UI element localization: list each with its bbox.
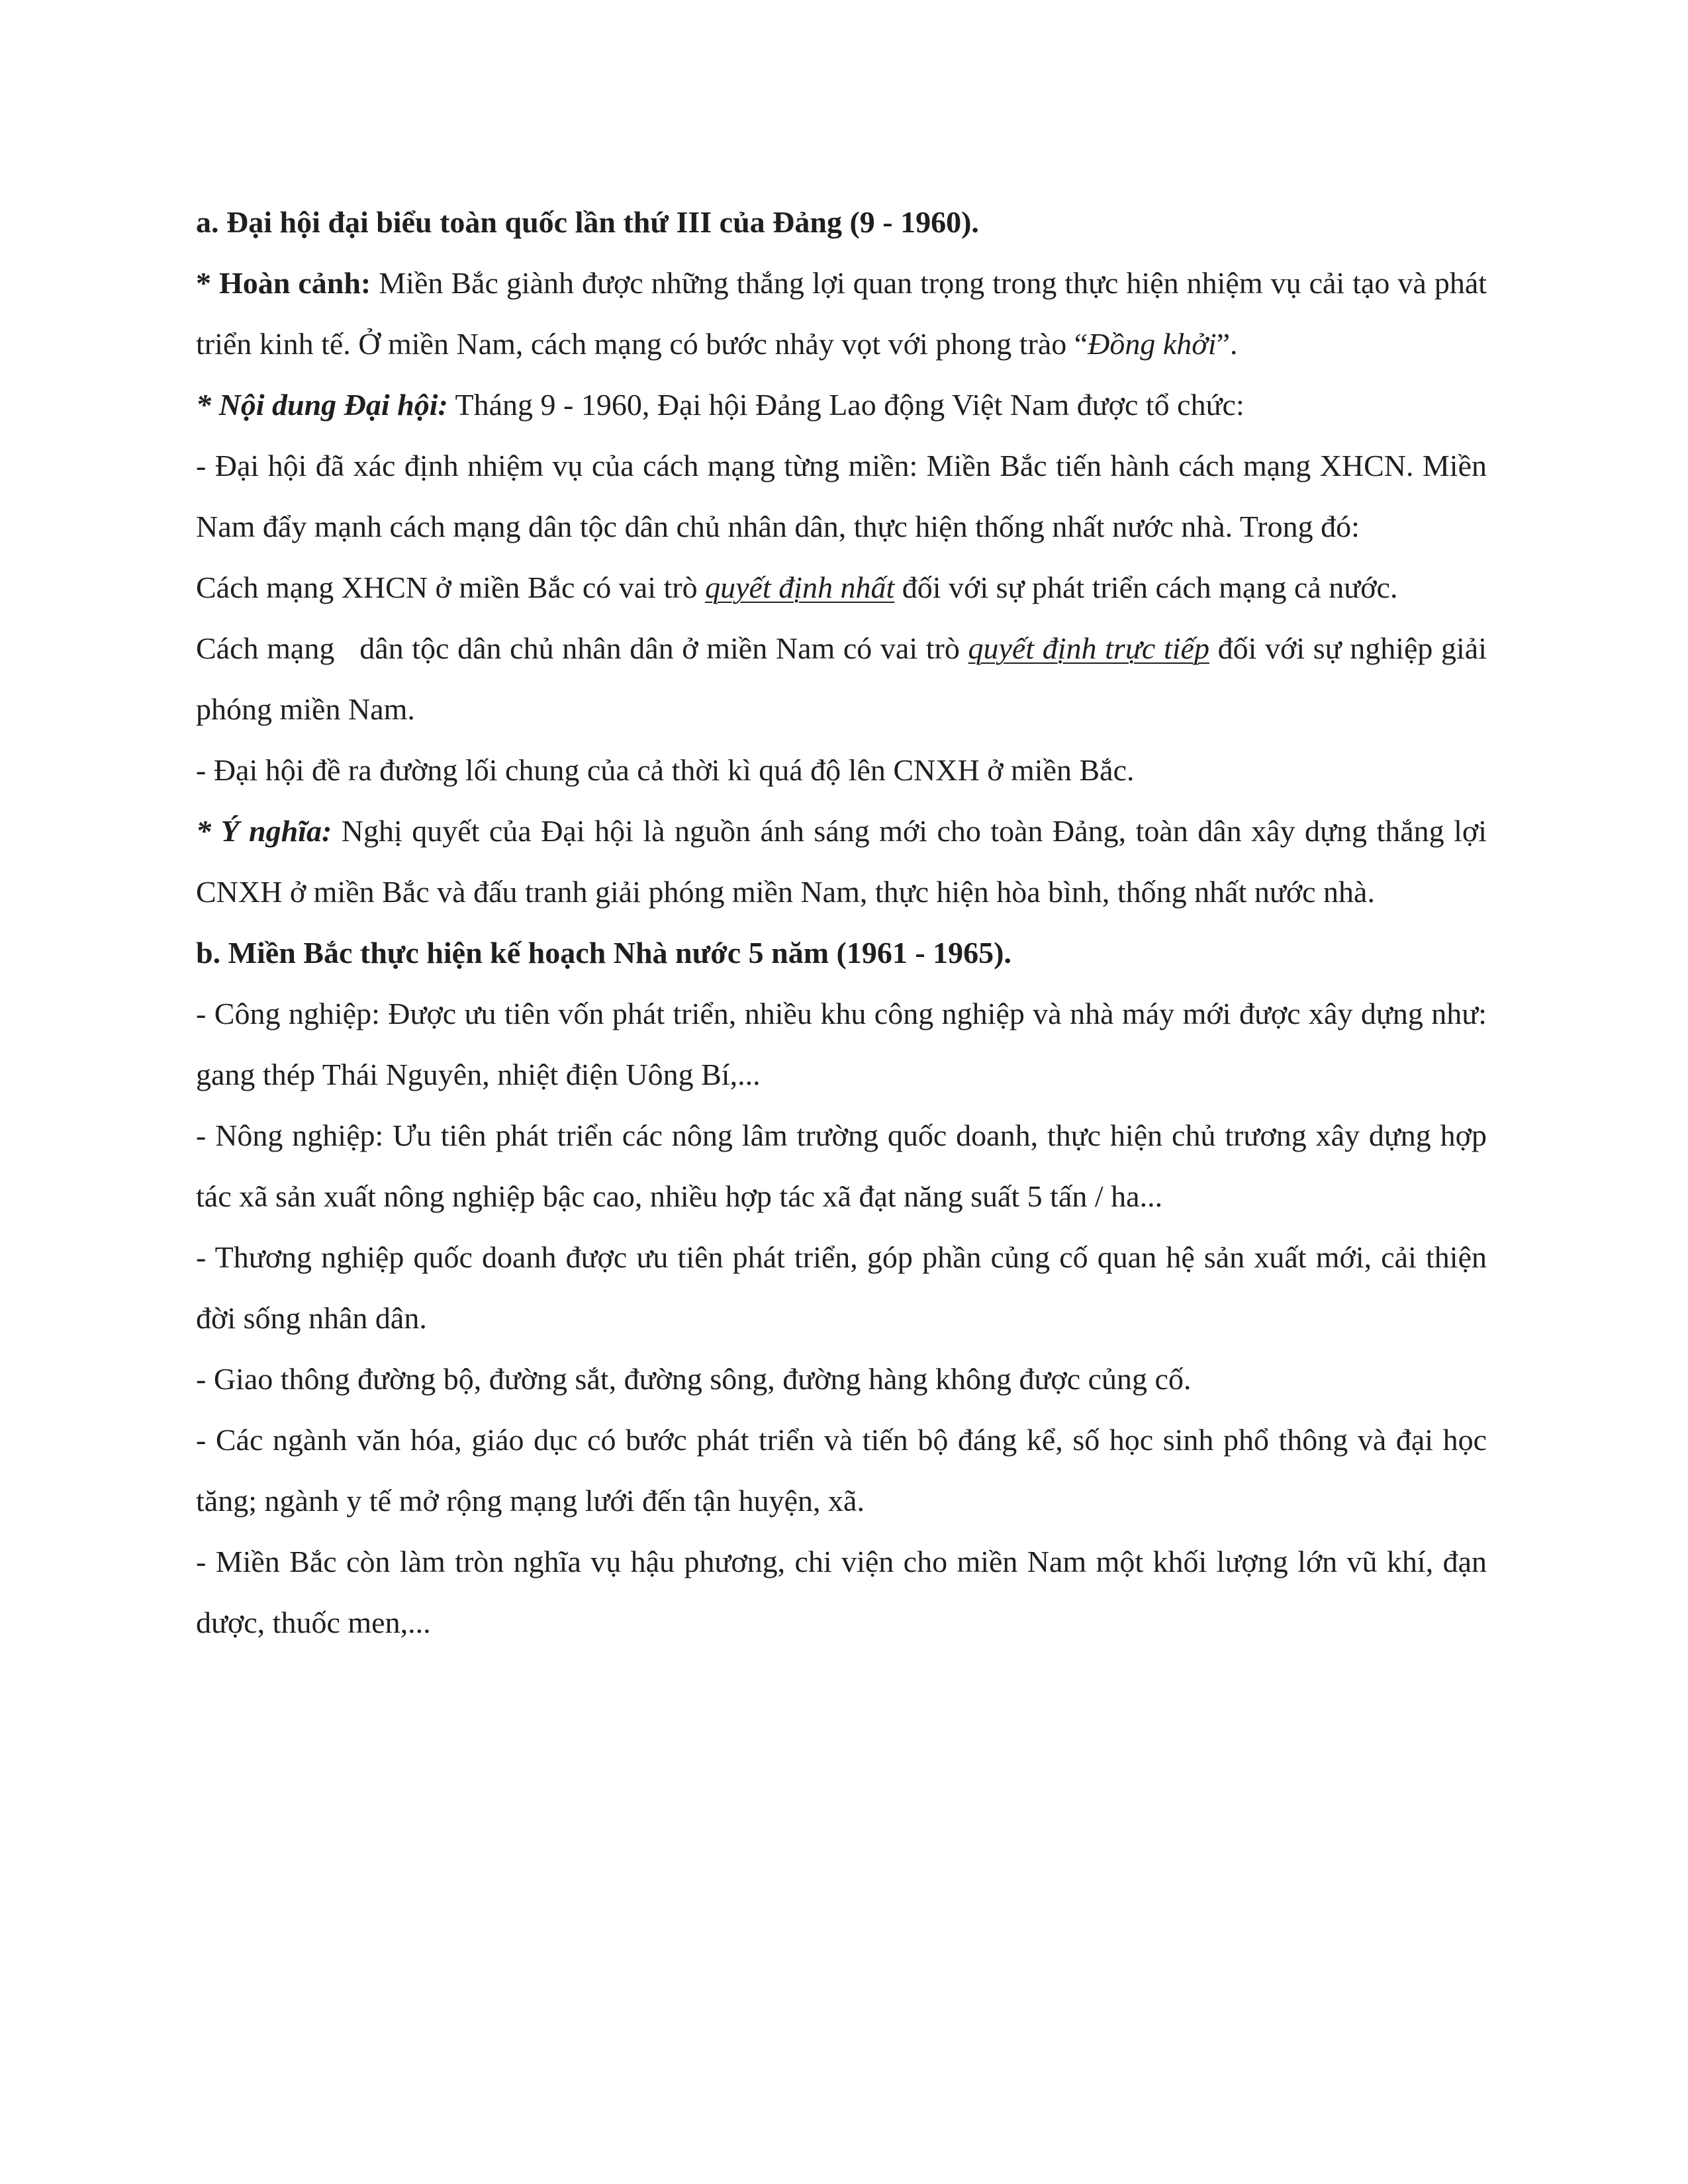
south-role-before: Cách mạng dân tộc dân chủ nhân dân ở miền Nam có vai trò — [196, 631, 968, 665]
tasks-paragraph: - Đại hội đã xác định nhiệm vụ của cách mạng từng miền: Miền Bắc tiến hành cách mạng XHCN. Miền Nam đẩy mạnh cách mạng dân tộc dân chủ nhân dân, thực hiện thống nhất nước nhà. Trong đó: — [196, 449, 1487, 543]
list-item: - Miền Bắc còn làm tròn nghĩa vụ hậu phương, chi viện cho miền Nam một khối lượng lớn vũ khí, đạn dược, thuốc men,... — [196, 1545, 1487, 1639]
list-item: - Thương nghiệp quốc doanh được ưu tiên phát triển, góp phần củng cố quan hệ sản xuất mới, cải thiện đời sống nhân dân. — [196, 1240, 1487, 1335]
south-role-paragraph — [196, 618, 1495, 740]
context-paragraph — [196, 253, 1487, 375]
list-item: - Các ngành văn hóa, giáo dục có bước phát triển và tiến bộ đáng kể, số học sinh phổ thông và đại học tăng; ngành y tế mở rộng mạng lưới đến tận huyện, xã. — [196, 1423, 1487, 1518]
list-item: - Công nghiệp: Được ưu tiên vốn phát triển, nhiều khu công nghiệp và nhà máy mới được xây dựng như: gang thép Thái Nguyên, nhiệt điện Uông Bí,... — [196, 997, 1487, 1091]
north-role-emphasis: quyết định nhất — [705, 570, 895, 604]
context-end: ”. — [1216, 327, 1238, 361]
document-page — [196, 192, 1495, 1653]
list-item: - Giao thông đường bộ, đường sắt, đường sông, đường hàng không được củng cố. — [196, 1362, 1192, 1396]
context-label: * Hoàn cảnh: — [196, 266, 371, 300]
north-role-before: Cách mạng XHCN ở miền Bắc có vai trò — [196, 570, 706, 604]
meaning-label: * Ý nghĩa: — [196, 814, 332, 848]
north-role-paragraph — [196, 557, 1487, 618]
general-line-paragraph: - Đại hội đề ra đường lối chung của cả thời kì quá độ lên CNXH ở miền Bắc. — [196, 753, 1135, 787]
meaning-paragraph — [196, 801, 1487, 923]
context-italic: Đồng khởi — [1088, 327, 1217, 361]
context-text: Miền Bắc giành được những thắng lợi quan trọng trong thực hiện nhiệm vụ cải tạo và phát triển kinh tế. Ở miền Nam, cách mạng có bước nhảy vọt với phong trào “ — [196, 266, 1487, 361]
section-b-heading: b. Miền Bắc thực hiện kế hoạch Nhà nước 5 năm (1961 - 1965). — [196, 936, 1011, 970]
section-a-heading: a. Đại hội đại biểu toàn quốc lần thứ III của Đảng (9 - 1960). — [196, 205, 979, 239]
content-text: Tháng 9 - 1960, Đại hội Đảng Lao động Việt Nam được tổ chức: — [447, 388, 1244, 422]
list-item: - Nông nghiệp: Ưu tiên phát triển các nông lâm trường quốc doanh, thực hiện chủ trương xây dựng hợp tác xã sản xuất nông nghiệp bậc cao, nhiều hợp tác xã đạt năng suất 5 tấn / ha... — [196, 1118, 1487, 1213]
south-role-emphasis: quyết định trực tiếp — [968, 631, 1209, 665]
meaning-text: Nghị quyết của Đại hội là nguồn ánh sáng mới cho toàn Đảng, toàn dân xây dựng thắng lợi CNXH ở miền Bắc và đấu tranh giải phóng miền Nam, thực hiện hòa bình, thống nhất nước nhà. — [196, 814, 1487, 909]
south-role-after: đối với sự nghiệp giải phóng miền Nam. — [196, 631, 1495, 726]
content-paragraph — [196, 375, 1487, 435]
content-label: * Nội dung Đại hội: — [196, 388, 448, 422]
north-role-after: đối với sự phát triển cách mạng cả nước. — [894, 570, 1398, 604]
